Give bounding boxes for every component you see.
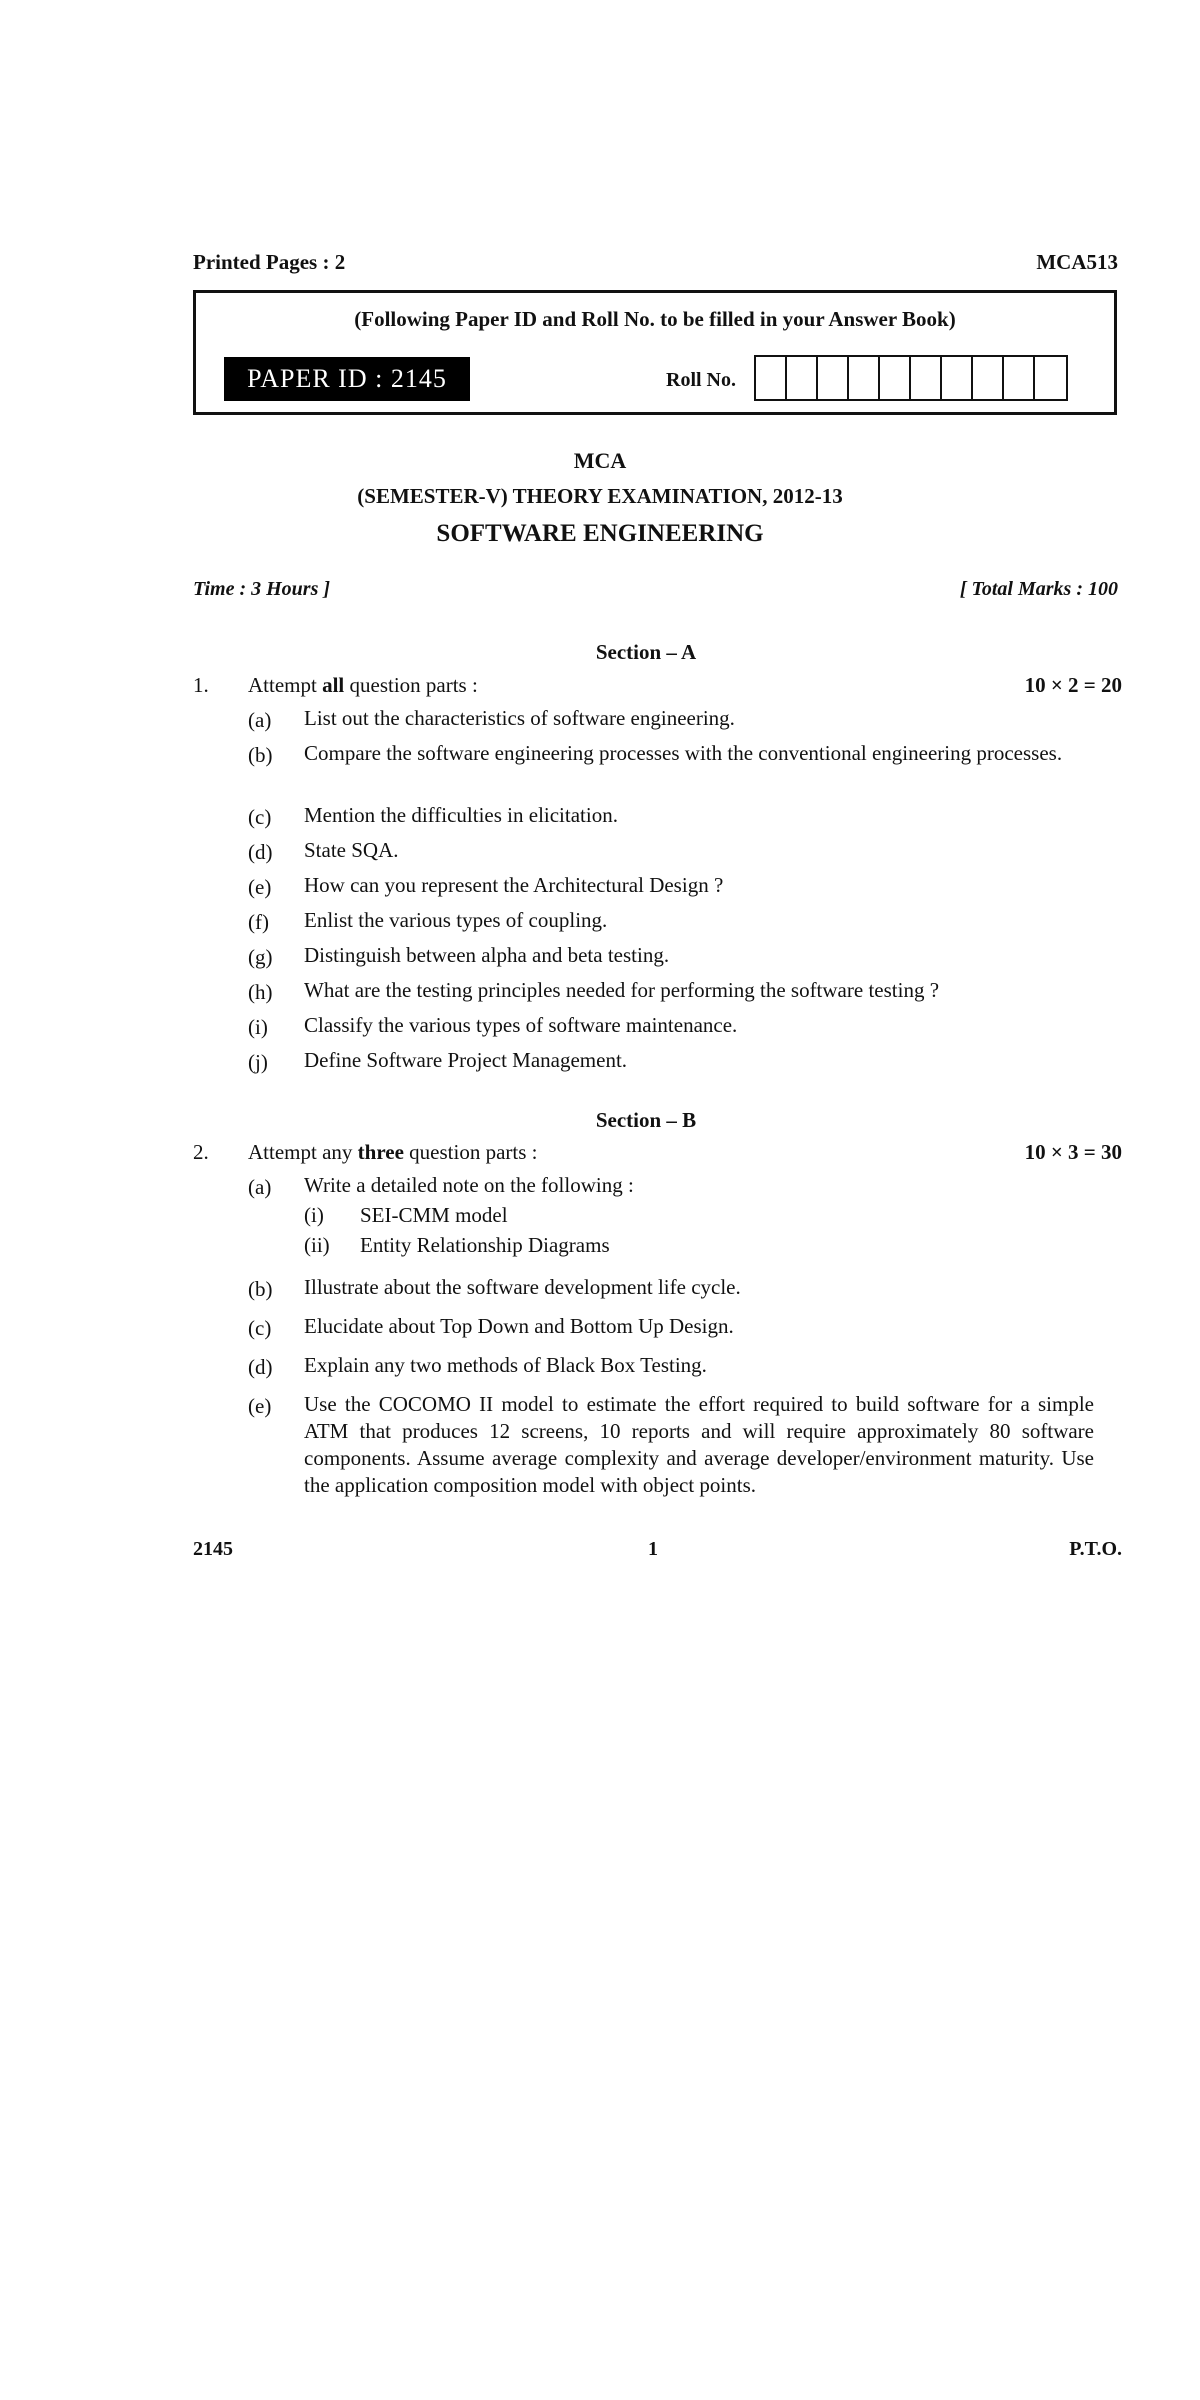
- part-label: (a): [248, 708, 272, 732]
- footer-paper-id: 2145: [193, 1538, 233, 1560]
- part-text: Distinguish between alpha and beta testing.: [304, 943, 670, 967]
- part-text: Illustrate about the software development life cycle.: [304, 1275, 741, 1299]
- part-label: (c): [248, 805, 272, 829]
- roll-number-cell: [880, 357, 911, 399]
- part-label: (b): [248, 1277, 273, 1301]
- exam-time: Time : 3 Hours ]: [193, 578, 331, 600]
- instruction-emphasis: three: [357, 1140, 404, 1164]
- part-label: (e): [248, 875, 272, 899]
- instruction-emphasis: all: [322, 673, 345, 697]
- part-label: (g): [248, 945, 273, 969]
- part-text: Explain any two methods of Black Box Testing.: [304, 1353, 707, 1377]
- part-label: (f): [248, 910, 269, 934]
- part-text: How can you represent the Architectural Design ?: [304, 873, 724, 897]
- part-text: Classify the various types of software maintenance.: [304, 1013, 738, 1037]
- part-label: (d): [248, 840, 273, 864]
- part-label: (b): [248, 743, 273, 767]
- part-text: List out the characteristics of software engineering.: [304, 706, 735, 730]
- instruction-text: question parts :: [344, 673, 478, 697]
- part-text: Compare the software engineering processes with the conventional engineering processes.: [304, 741, 1063, 765]
- roll-number-label: Roll No.: [666, 369, 736, 391]
- roll-number-cell: [849, 357, 880, 399]
- subpart-label: (i): [304, 1203, 324, 1227]
- roll-number-cell: [787, 357, 818, 399]
- part-label: (i): [248, 1015, 268, 1039]
- part-label: (j): [248, 1050, 268, 1074]
- program-title: MCA: [573, 448, 627, 473]
- subpart-label: (ii): [304, 1233, 330, 1257]
- paper-id-badge: PAPER ID : 2145: [224, 357, 470, 401]
- exam-title: (SEMESTER-V) THEORY EXAMINATION, 2012-13: [357, 484, 843, 508]
- question-2-instruction: [248, 1140, 538, 1165]
- page-number: 1: [648, 1538, 658, 1560]
- instruction-text: Attempt: [248, 673, 323, 697]
- part-text: Use the COCOMO II model to estimate the effort required to build software for a simple ATM that produces 12 screens, 10 reports and will require approximately 80 software components. Assume average complexity and average developer/environment maturity. Use the application composition model with object points.: [304, 1392, 1094, 1497]
- section-b-heading: Section – B: [595, 1108, 697, 1132]
- question-1-instruction: [248, 673, 478, 698]
- part-label: (c): [248, 1316, 272, 1340]
- subject-title: SOFTWARE ENGINEERING: [436, 520, 764, 547]
- part-text: Define Software Project Management.: [304, 1048, 628, 1072]
- instruction-text: Attempt any: [248, 1140, 358, 1164]
- please-turn-over: P.T.O.: [1069, 1538, 1122, 1560]
- part-label: (d): [248, 1355, 273, 1379]
- part-text: Enlist the various types of coupling.: [304, 908, 608, 932]
- roll-number-cell: [756, 357, 787, 399]
- roll-number-cell: [1035, 357, 1066, 399]
- roll-number-cell: [942, 357, 973, 399]
- printed-pages: Printed Pages : 2: [193, 250, 346, 274]
- part-text: State SQA.: [304, 838, 399, 862]
- subpart-text: SEI-CMM model: [360, 1203, 508, 1227]
- roll-number-cell: [1004, 357, 1035, 399]
- question-1-marks: 10 × 2 = 20: [1024, 673, 1122, 697]
- part-text: Write a detailed note on the following :: [304, 1173, 634, 1197]
- paper-code: MCA513: [1036, 250, 1118, 274]
- part-text: What are the testing principles needed for performing the software testing ?: [304, 978, 940, 1002]
- subpart-text: Entity Relationship Diagrams: [360, 1233, 610, 1257]
- question-2-number: 2.: [193, 1140, 209, 1164]
- roll-number-boxes: [754, 355, 1068, 401]
- roll-number-cell: [911, 357, 942, 399]
- part-label: (h): [248, 980, 273, 1004]
- question-2-marks: 10 × 3 = 30: [1024, 1140, 1122, 1164]
- total-marks: [ Total Marks : 100: [959, 578, 1118, 600]
- roll-number-cell: [818, 357, 849, 399]
- question-1-number: 1.: [193, 673, 209, 697]
- part-label: (a): [248, 1175, 272, 1199]
- part-text: Mention the difficulties in elicitation.: [304, 803, 618, 827]
- part-label: (e): [248, 1394, 272, 1418]
- answer-book-instruction: (Following Paper ID and Roll No. to be filled in your Answer Book): [354, 307, 956, 331]
- part-text: Elucidate about Top Down and Bottom Up Design.: [304, 1314, 734, 1338]
- roll-number-cell: [973, 357, 1004, 399]
- instruction-text: question parts :: [403, 1140, 538, 1164]
- paper-id-box: [193, 290, 1117, 415]
- section-a-heading: Section – A: [595, 640, 697, 664]
